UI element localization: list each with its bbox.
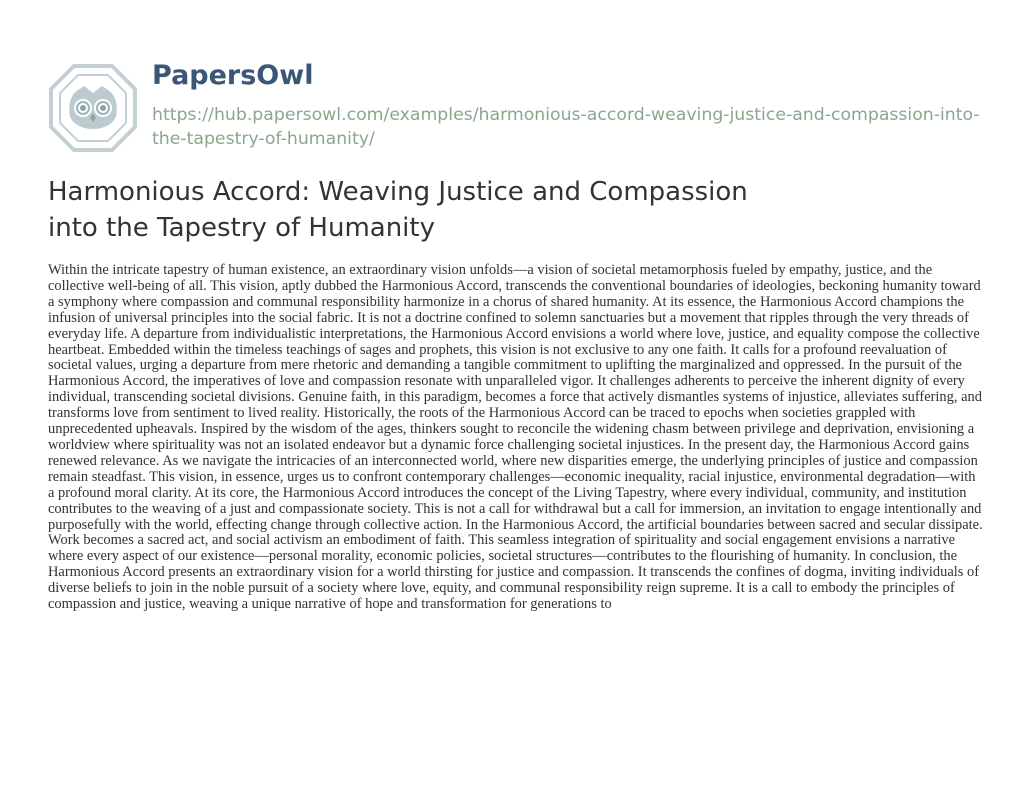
owl-logo-icon <box>48 63 138 153</box>
brand-name: PapersOwl <box>152 60 314 91</box>
article-body: Within the intricate tapestry of human existence, an extraordinary vision unfolds—a vision of societal metamorphosis fueled by empathy, justice, and the collective well-being of all. This vision, aptly dubbed the Harmonious Accord, transcends the conventional boundaries of ideologies, beckoning humanity toward a symphony where compassion and communal responsibility harmonize in a chorus of shared humanity. At its essence, the Harmonious Accord champions the infusion of universal principles into the social fabric. It is not a doctrine confined to solemn sanctuaries but a movement that ripples through the very threads of everyday life. A departure from individualistic interpretations, the Harmonious Accord envisions a world where love, justice, and equality compose the collective heartbeat. Embedded within the timeless teachings of sages and prophets, this vision is not exclusive to any one faith. It calls for a profound reevaluation of societal values, urging a departure from mere rhetoric and demanding a tangible commitment to uplifting the marginalized and oppressed. In the pursuit of the Harmonious Accord, the imperatives of love and compassion resonate with unparalleled vigor. It challenges adherents to perceive the inherent dignity of every individual, transcending societal divisions. Genuine faith, in this paradigm, becomes a force that actively dismantles systems of injustice, alleviates suffering, and transforms love from sentiment to lived reality. Historically, the roots of the Harmonious Accord can be traced to epochs when societies grappled with unprecedented upheavals. Inspired by the wisdom of the ages, thinkers sought to reconcile the widening chasm between privilege and deprivation, envisioning a worldview where spirituality was not an isolated endeavor but a dynamic force challenging societal injustices. In the present day, the Harmonious Accord gains renewed relevance. As we navigate the intricacies of an interconnected world, where new disparities emerge, the underlying principles of justice and compassion remain steadfast. This vision, in essence, urges us to confront contemporary challenges—economic inequality, racial injustice, environmental degradation—with a profound moral clarity. At its core, the Harmonious Accord introduces the concept of the Living Tapestry, where every individual, community, and institution contributes to the weaving of a just and compassionate society. This is not a call for withdrawal but a call for immersion, an invitation to engage intentionally and purposefully with the world, effecting change through collective action. In the Harmonious Accord, the artificial boundaries between sacred and secular dissipate. Work becomes a sacred act, and social activism an embodiment of faith. This seamless integration of spirituality and social engagement envisions a narrative where every aspect of our existence—personal morality, economic policies, societal structures—contributes to the flourishing of humanity. In conclusion, the Harmonious Accord presents an extraordinary vision for a world thirsting for justice and compassion. It transcends the confines of dogma, inviting individuals of diverse beliefs to join in the noble pursuit of a society where love, equity, and communal responsibility reign supreme. It is a call to embody the principles of compassion and justice, weaving a unique narrative of hope and transformation for generations to <box>48 262 983 613</box>
source-url-link[interactable]: https://hub.papersowl.com/examples/harmonious-accord-weaving-justice-and-compassion-into-the-tapestry-of-humanity/ <box>152 105 980 149</box>
page-title: Harmonious Accord: Weaving Justice and Compassion into the Tapestry of Humanity <box>48 177 748 243</box>
page-header <box>48 58 988 158</box>
